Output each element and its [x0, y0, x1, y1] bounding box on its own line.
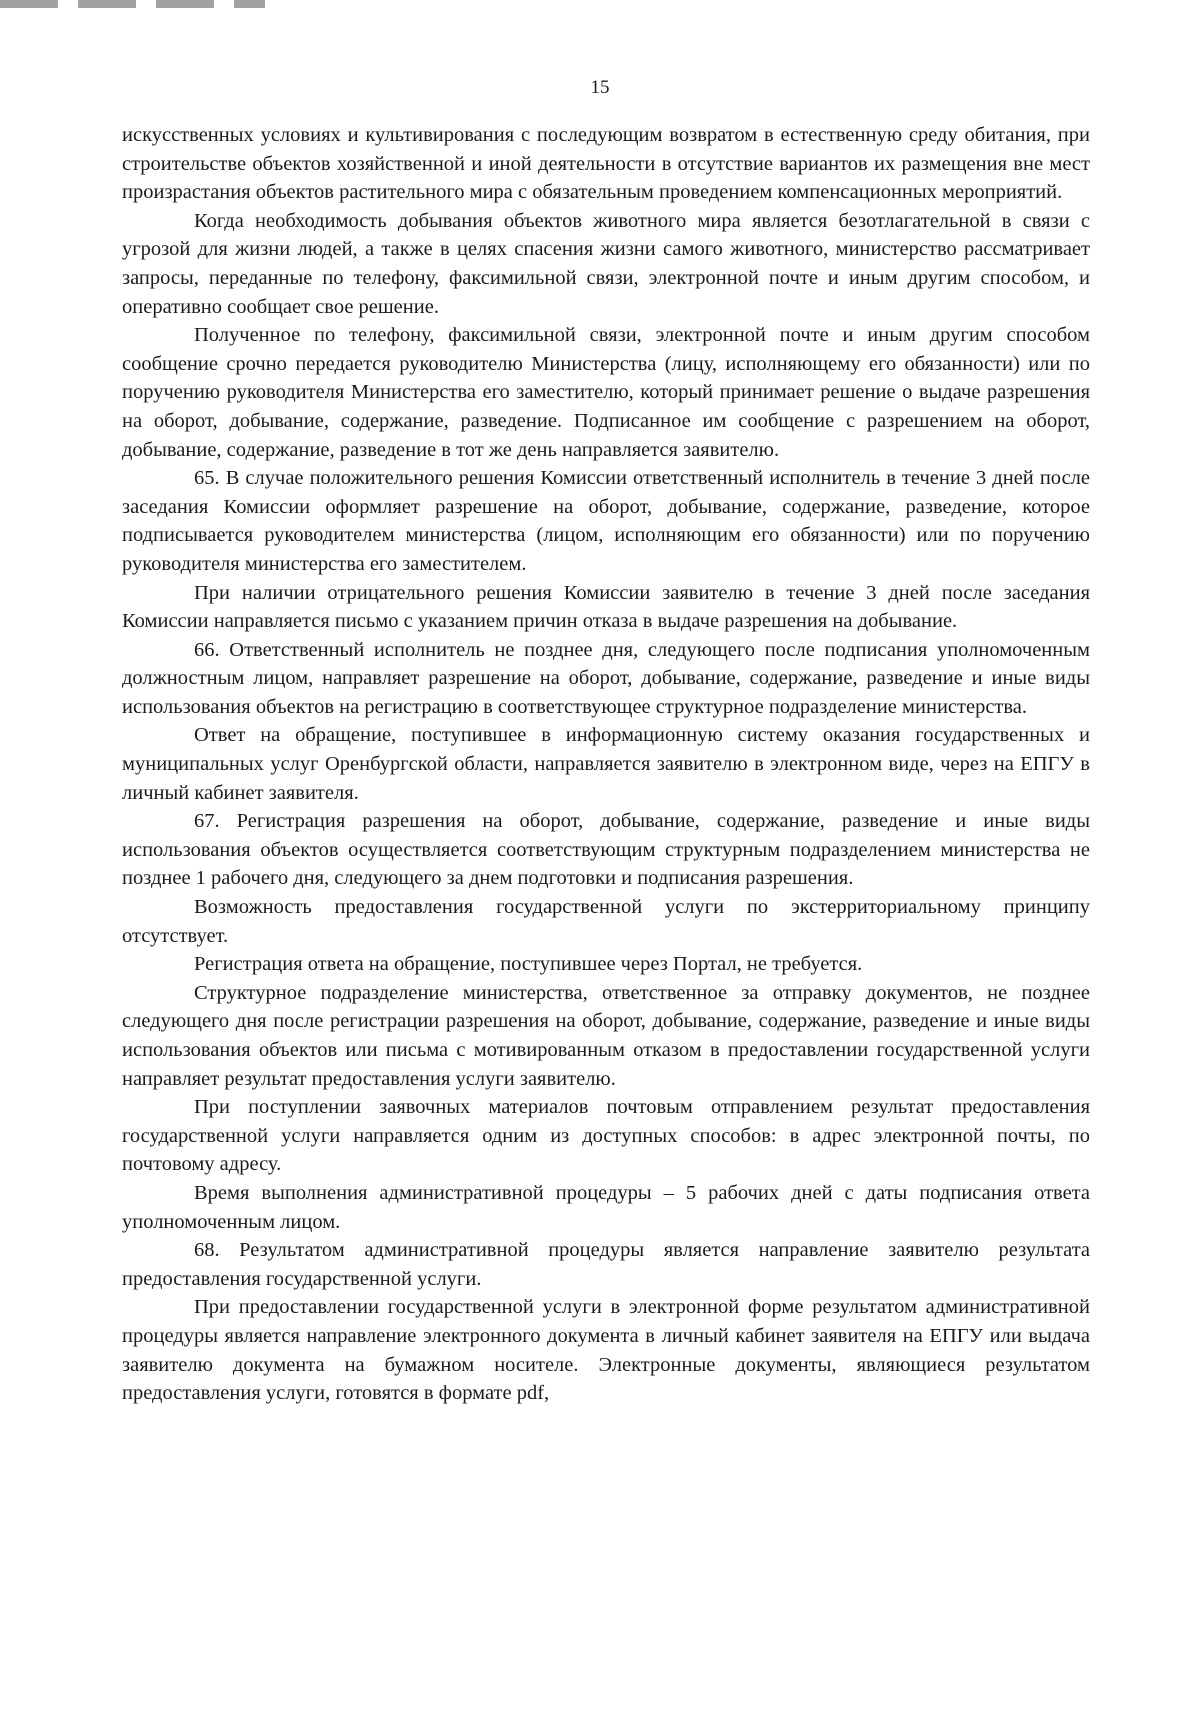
paragraph-postal-materials: При поступлении заявочных материалов почтовым отправлением результат предоставления государственной услуги направляется одним из доступных способов: в адрес электронной почты, по почтовому адресу.: [122, 1096, 1090, 1176]
paragraph-clause-65: 65. В случае положительного решения Комиссии ответственный исполнитель в течение 3 дней после заседания Комиссии оформляет разрешение на оборот, добывание, содержание, разведение, которое подписывается руководителем министерства (лицом, исполняющим его обязанности) или по поручению руководителя министерства его заместителем.: [122, 467, 1090, 575]
paragraph-dispatch-unit: Структурное подразделение министерства, ответственное за отправку документов, не позднее следующего дня после регистрации разрешения на оборот, добывание, содержание, разведение и иные виды использования объектов или письма с мотивированным отказом в предоставлении государственной услуги направляет результат предоставления услуги заявителю.: [122, 981, 1090, 1090]
paragraph-continuation: искусственных условиях и культивирования с последующим возвратом в естественную среду обитания, при строительстве объектов хозяйственной и иной деятельности в отсутствие вариантов их размещения вне мест произрастания объектов растительного мира с обязательным проведением компенсационных мероприятий.: [122, 124, 1090, 204]
paragraph-urgent-message: Полученное по телефону, факсимильной связи, электронной почте и иным другим способом сообщение срочно передается руководителю Министерства (лицу, исполняющему его обязанности) или по поручению руководителя Министерства его заместителю, который принимает решение о выдаче разрешения на оборот, добывание, содержание, разведение. Подписанное им сообщение с разрешением на оборот, добывание, содержание, разведение в тот же день направляется заявителю.: [122, 324, 1090, 461]
paragraph-clause-66: 66. Ответственный исполнитель не позднее дня, следующего после подписания уполномоченным должностным лицом, направляет разрешение на оборот, добывание, содержание, разведение и иные виды использования объектов на регистрацию в соответствующее структурное подразделение министерства.: [122, 638, 1090, 718]
paragraph-negative-decision: При наличии отрицательного решения Комиссии заявителю в течение 3 дней после заседания Комиссии направляется письмо с указанием причин отказа в выдаче разрешения на добывание.: [122, 581, 1090, 633]
paragraph-clause-68: 68. Результатом административной процедуры является направление заявителю результата предоставления государственной услуги.: [122, 1239, 1090, 1290]
paragraph-procedure-time: Время выполнения административной процедуры – 5 рабочих дней с даты подписания ответа уполномоченным лицом.: [122, 1181, 1090, 1233]
paragraph-electronic-form: При предоставлении государственной услуги в электронной форме результатом административной процедуры является направление электронного документа в личный кабинет заявителя на ЕПГУ или выдача заявителю документа на бумажном носителе. Электронные документы, являющиеся результатом предоставления услуги, готовятся в формате pdf,: [122, 1296, 1090, 1405]
paragraph-extraterritorial: Возможность предоставления государственной услуги по экстерриториальному принципу отсутствует.: [122, 896, 1090, 947]
paragraph-portal-registration: Регистрация ответа на обращение, поступившее через Портал, не требуется.: [194, 953, 863, 976]
page-number: 15: [590, 77, 610, 98]
document-body: [122, 121, 1090, 1408]
paragraph-electronic-answer: Ответ на обращение, поступившее в информационную систему оказания государственных и муниципальных услуг Оренбургской области, направляется заявителю в электронном виде, через на ЕПГУ в личный кабинет заявителя.: [122, 724, 1090, 804]
paragraph-urgent-hunting: Когда необходимость добывания объектов животного мира является безотлагательной в связи с угрозой для жизни людей, а также в целях спасения жизни самого животного, министерство рассматривает запросы, переданные по телефону, факсимильной связи, электронной почте и иным другим способом, и оперативно сообщает свое решение.: [122, 209, 1090, 318]
scan-edge-mark: [0, 0, 265, 8]
paragraph-clause-67: 67. Регистрация разрешения на оборот, добывание, содержание, разведение и иные виды использования объектов осуществляется соответствующим структурным подразделением министерства не позднее 1 рабочего дня, следующего за днем подготовки и подписания разрешения.: [122, 810, 1090, 890]
